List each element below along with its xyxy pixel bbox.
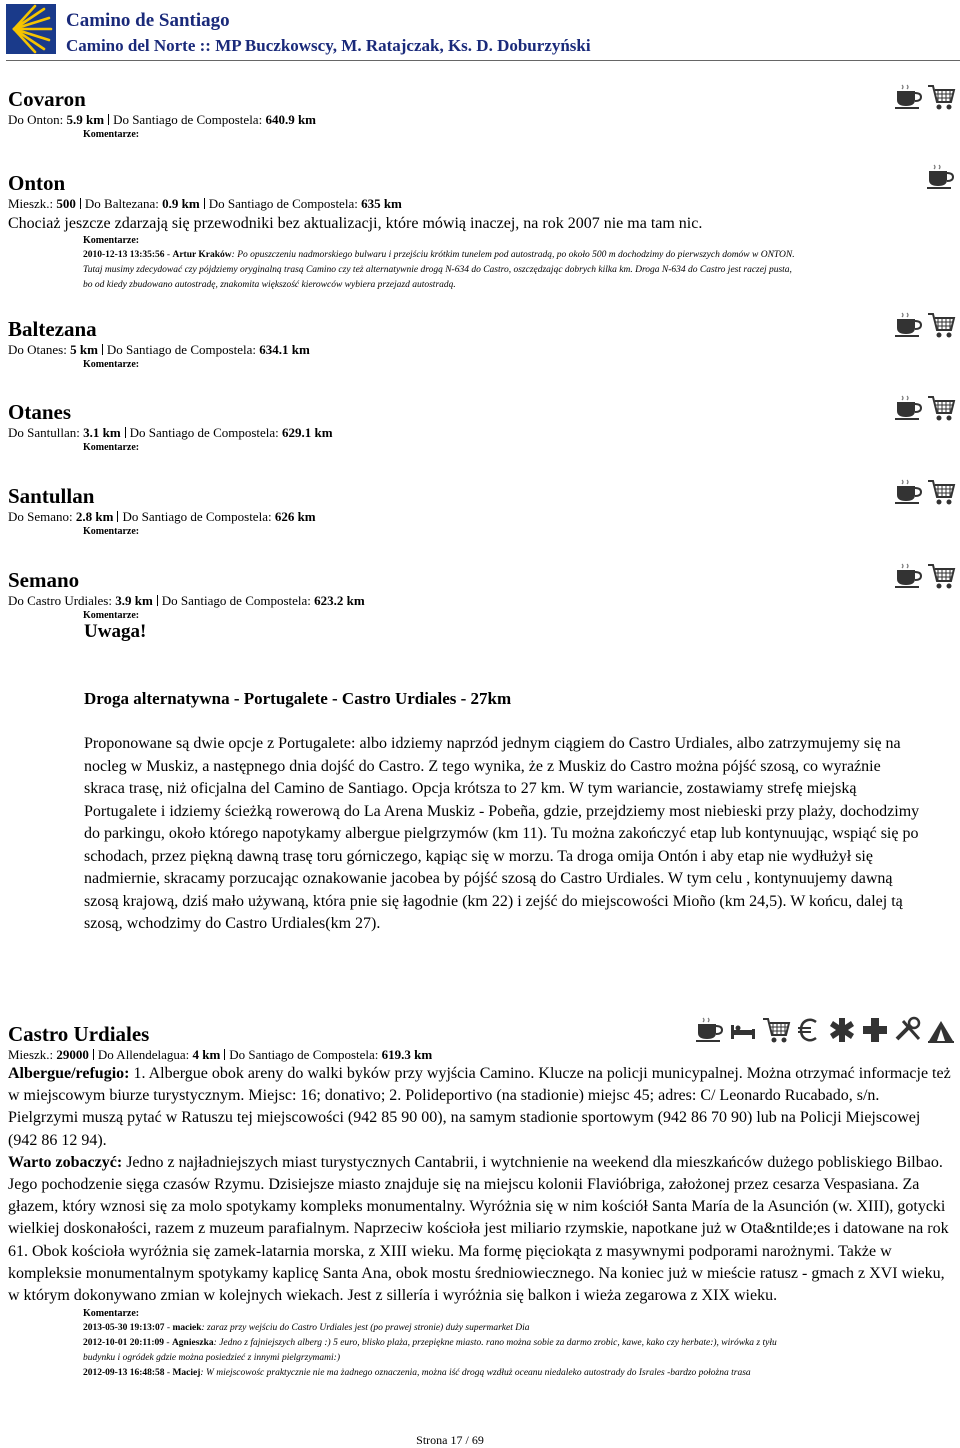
header-divider [6, 60, 960, 61]
distance-line: Do Onton: 5.9 km Do Santiago de Compostela: 640.9 km [8, 112, 316, 127]
medical-star-icon [827, 1015, 857, 1045]
comments-label: Komentarze: [83, 235, 140, 246]
albergue-info: Albergue/refugio: 1. Albergue obok areny do walki byków przy wyjścia Camino. Klucze na policji municypalnej. Można otrzymać informacje też w miejscowym biurze turystycznym. Miejsc: 16; donativo; 2. Polideportivo (na stadionie) miejsc 45; adres: C/ Leonardo Rucabado, s/n. Pielgrzymi muszą pytać w Ratuszu tej miejscowości (942 85 90 00), na samym stadionie sportowym (942 86 70 90) lub na Policji Miejscowej (942 86 12 94). [8, 1065, 951, 1149]
distance-line: Do Otanes: 5 km Do Santiago de Compostela: 634.1 km [8, 342, 310, 357]
town-name: Otanes [8, 400, 71, 424]
town-name: Santullan [8, 484, 95, 508]
comments-label: Komentarze: [83, 610, 140, 621]
town-otanes [8, 399, 956, 455]
comments-label: Komentarze: [83, 1308, 140, 1320]
tools-icon [893, 1015, 923, 1045]
coffee-cup-icon [894, 561, 924, 591]
comments-label: Komentarze: [83, 359, 140, 370]
coffee-cup-icon [894, 310, 924, 340]
distance-line: Do Semano: 2.8 km Do Santiago de Compostela: 626 km [8, 509, 316, 524]
town-santullan [8, 483, 956, 539]
user-comment: 2012-10-01 20:11:09 - Agnieszka: Jedno z fajniejszych alberg :) 5 euro, blisko plaża, przepiękne miasto. rano można sobie za darmo zrobic, kawe, kako czy herbate:), wirówka z tyłu budynku i ogródek gdzie można posiedzieć z innymi pielgrzymami:) [83, 1338, 777, 1364]
service-icons [695, 1015, 956, 1045]
coffee-cup-icon [695, 1015, 725, 1045]
alternative-route-section [84, 621, 924, 936]
distance-line: Do Santullan: 3.1 km Do Santiago de Compostela: 629.1 km [8, 425, 333, 440]
distance-line: Mieszk.: 500 Do Baltezana: 0.9 km Do Santiago de Compostela: 635 km [8, 196, 402, 211]
town-covaron [8, 86, 956, 142]
distance-line: Do Castro Urdiales: 3.9 km Do Santiago de Compostela: 623.2 km [8, 593, 365, 608]
shopping-cart-icon [761, 1015, 791, 1045]
warning-heading: Uwaga! [84, 621, 147, 642]
user-comment: 2013-05-30 19:13:07 - maciek: zaraz przy wejściu do Castro Urdiales jest (po prawej stronie) duży supermarket Dia [83, 1323, 530, 1334]
alternative-route-title: Droga alternatywna - Portugalete - Castro Urdiales - 27km [84, 689, 512, 708]
shopping-cart-icon [926, 393, 956, 423]
service-icons [894, 393, 956, 423]
coffee-cup-icon [894, 477, 924, 507]
service-icons [894, 477, 956, 507]
pharmacy-cross-icon [860, 1015, 890, 1045]
sightseeing-info: Warto zobaczyć: Jedno z najładniejszych miast turystycznych Cantabrii, i wytchnienie na weekend dla mieszkańców dużego pobliskiego Bilbao. Jego pochodzenie sięga czasów Rzymu. Dzisiejsze miasto znajduje się na miejscu kolonii Flavióbriga, założonej przez cesarza Vespasiana. Za głazem, który wznosi się za molo spotykamy kompleks monumentalny. Wyróżnia się w nim kościół Santa María de la Asunción (w. XIII), gotycki wielkiej doskonałości, razem z muzeum parafialnym. Naprzeciw kościoła jest miliario rzymskie, napotkane już w Ota&ntilde;es i datowane na rok 61. Obok kościoła wyróżnia się zamek-latarnia morska, z XIII wieku. Ma formę pięciokąta z masywnymi podporami narożnymi. Także w kompleksie monumentalnym spotykamy kaplicę Santa Ana, obok mostu średniowiecznego. Na koniec już w mieście ratusz - gmach z XVI wieku, w którym dokonywano zmian w kolejnych wiekach. Jest z sillería i wyróżnia się balkon i wieża zegarowa z XIX wieku. [8, 1153, 949, 1305]
town-name: Semano [8, 568, 80, 592]
shopping-cart-icon [926, 477, 956, 507]
town-castro-urdiales [8, 1021, 956, 1381]
town-name: Covaron [8, 87, 86, 111]
town-name: Onton [8, 171, 66, 195]
scallop-shell-icon [6, 4, 56, 54]
coffee-cup-icon [894, 393, 924, 423]
comments-label: Komentarze: [83, 442, 140, 453]
shopping-cart-icon [926, 310, 956, 340]
camping-icon [926, 1015, 956, 1045]
page-number: Strona 17 / 69 [416, 1433, 484, 1447]
coffee-cup-icon [926, 162, 956, 192]
site-subtitle: Camino del Norte :: MP Buczkowscy, M. Ratajczak, Ks. D. Doburzyński [66, 36, 591, 55]
town-name: Baltezana [8, 317, 97, 341]
alternative-route-text: Proponowane są dwie opcje z Portugalete: albo idziemy naprzód jednym ciągiem do Castro Urdiales, albo zatrzymujemy się na nocleg w Muskiz, a następnego dnia dojść do Castro. Z tego wynika, że z Muskiz do Castro można pójść szosą, co wyraźnie skraca trasę, niż oficjalna del Camino de Santiago. Opcja krótsza to 27 km. W tym wariancie, zostawiamy strefę miejską Portugalete i idziemy ścieżką rowerową do La Arena Muskiz - Pobeña, gdzie, przejdziemy most niebieski przy plaży, dochodzimy do parkingu, około którego napotykamy albergue pielgrzymów (km 11). Tu można zakończyć etap lub kontynuując, wspiąć się po schodach, przez piękną dawną trasę toru górniczego, kąpiąc się w morzu. Ta droga omija Ontón i aby etap nie wydłużył się nadmiernie, skracamy porzucając oznakowanie jacobea by pójść szosą do Castro Urdiales. W tym celu , kontynuujemy dawną szosą krajową, dziś mało używaną, która pnie się łagodnie (km 22) i zejść do miejscowości Mioño (km 24,5). W końcu, dalej tą szosą, wchodzimy do Castro Urdiales(km 27). [84, 735, 920, 932]
service-icons [926, 162, 956, 192]
town-note: Chociaż jeszcze zdarzają się przewodniki bez aktualizacji, które mówią inaczej, na rok 2007 nie ma tam nic. [8, 215, 703, 232]
town-name: Castro Urdiales [8, 1022, 150, 1046]
user-comment: 2010-12-13 13:35:56 - Artur Kraków: Po opuszczeniu nadmorskiego bulwaru i przejściu krótkim tunelem pod autostradą, po około 500 m dochodzimy do pierwszych domów w ONTON. Tutaj musimy zdecydować czy pójdziemy oryginalną trasą Camino czy też alternatywnie drogą N-634 do Castro, oszczędzając dobrych kilka km. Droga N-634 do Castro jest raczej pusta, bo od kiedy zbudowano autostradę, znakomita większość kierowców wybiera przejazd autostradą. [83, 250, 795, 290]
town-onton [8, 170, 956, 293]
distance-line: Mieszk.: 29000 Do Allendelagua: 4 km Do Santiago de Compostela: 619.3 km [8, 1047, 433, 1062]
site-title: Camino de Santiago [66, 10, 230, 31]
service-icons [894, 561, 956, 591]
comments-label: Komentarze: [83, 129, 140, 140]
bed-icon [728, 1015, 758, 1045]
coffee-cup-icon [894, 82, 924, 112]
comments-label: Komentarze: [83, 526, 140, 537]
town-baltezana [8, 316, 956, 372]
shopping-cart-icon [926, 82, 956, 112]
service-icons [894, 310, 956, 340]
shopping-cart-icon [926, 561, 956, 591]
town-semano [8, 567, 956, 623]
page-header [6, 4, 954, 56]
euro-icon [794, 1015, 824, 1045]
service-icons [894, 82, 956, 112]
user-comment: 2012-09-13 16:48:58 - Maciej: W miejscowośc praktycznie nie ma żadnego oznaczenia, można iść drogą wzdłuż oceanu niedaleko autostrady do Israles -bardzo położna trasa [83, 1368, 751, 1379]
